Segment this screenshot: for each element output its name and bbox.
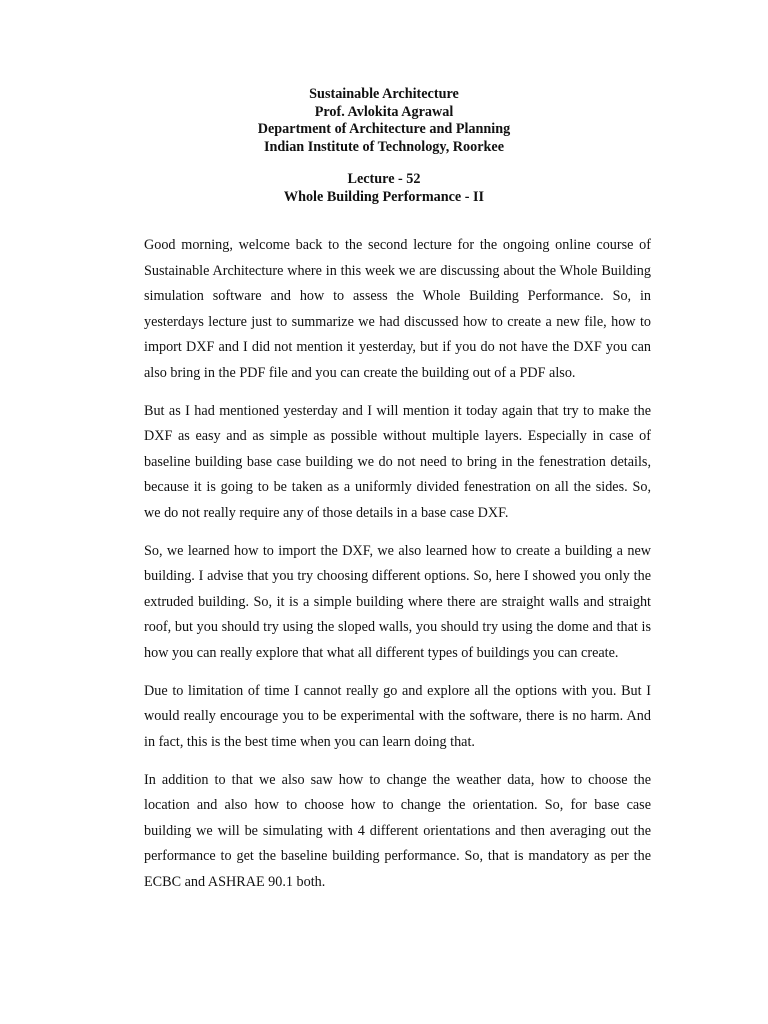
transcript-body xyxy=(144,233,651,908)
paragraph: So, we learned how to import the DXF, we also learned how to create a building a new building. I advise that you try choosing different options. So, here I showed you only the extruded building. So, it is a simple building where there are straight walls and straight roof, but you should try using the sloped walls, you should try using the dome and that is how you can really explore that what all different types of buildings you can create. xyxy=(144,542,651,661)
lecture-number: Lecture - 52 xyxy=(347,171,421,187)
course-title: Sustainable Architecture xyxy=(309,86,459,102)
department-name: Department of Architecture and Planning xyxy=(257,121,511,137)
lecture-header xyxy=(0,86,768,206)
paragraph: In addition to that we also saw how to change the weather data, how to choose the location and also how to choose how to change the orientation. So, for base case building we will be simulating with 4 different orientations and then averaging out the performance to get the baseline building performance. So, that is mandatory as per the ECBC and ASHRAE 90.1 both. xyxy=(144,771,651,890)
paragraph: But as I had mentioned yesterday and I will mention it today again that try to make the DXF as easy and as simple as possible without multiple layers. Especially in case of baseline building base case building we do not need to bring in the fenestration details, because it is going to be taken as a uniformly divided fenestration on all the sides. So, we do not really require any of those details in a base case DXF. xyxy=(144,402,651,521)
paragraph: Due to limitation of time I cannot really go and explore all the options with you. But I would really encourage you to be experimental with the software, there is no harm. And in fact, this is the best time when you can learn doing that. xyxy=(144,682,651,750)
lecture-topic: Whole Building Performance - II xyxy=(283,188,485,205)
header-spacer xyxy=(0,156,768,171)
paragraph: Good morning, welcome back to the second lecture for the ongoing online course of Sustainable Architecture where in this week we are discussing about the Whole Building simulation software and how to assess the Whole Building Performance. So, in yesterdays lecture just to summarize we had discussed how to create a new file, how to import DXF and I did not mention it yesterday, but if you do not have the DXF you can also bring in the PDF file and you can create the building out of a PDF also. xyxy=(144,237,651,381)
professor-name: Prof. Avlokita Agrawal xyxy=(314,103,454,120)
institute-name: Indian Institute of Technology, Roorkee xyxy=(263,138,505,155)
